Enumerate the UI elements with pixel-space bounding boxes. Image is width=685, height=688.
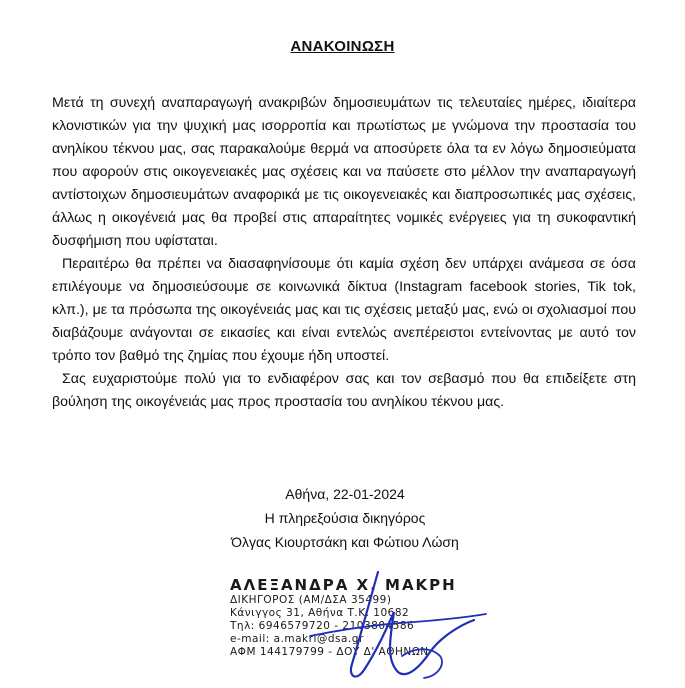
attorney-role: Η πληρεξούσια δικηγόρος [264, 510, 426, 526]
stamp-line-address: Κάνιγγος 31, Αθήνα Τ.Κ. 10682 [230, 607, 410, 619]
closing-block [180, 482, 510, 554]
stamp-line-tax: ΑΦΜ 144179799 - ΔΟΥ Δ' ΑΘΗΝΩΝ [230, 646, 429, 658]
stamp-line-profession: ΔΙΚΗΓΟΡΟΣ (ΑΜ/ΔΣΑ 35499) [230, 594, 392, 606]
stamp-line-phone: Τηλ: 6946579720 - 2103804586 [230, 620, 415, 632]
announcement-title: ΑΝΑΚΟΙΝΩΣΗ [290, 38, 395, 55]
client-names: Όλγας Κιουρτσάκη και Φώτιου Λώση [231, 534, 459, 550]
handwritten-signature [290, 560, 490, 688]
place-date: Αθήνα, 22-01-2024 [285, 486, 405, 502]
stamp-name: ΑΛΕΞΑΝΔΡΑ Χ. ΜΑΚΡΗ [230, 576, 457, 594]
stamp-line-email: e-mail: a.makri@dsa.gr [230, 633, 364, 645]
announcement-body [52, 92, 636, 414]
paragraph-3: Σας ευχαριστούμε πολύ για το ενδιαφέρον σας και τον σεβασμό που θα επιδείξετε στη βούληση της οικογένειάς μας προς προστασία του ανηλίκου τέκνου μας. [52, 371, 636, 410]
paragraph-1: Μετά τη συνεχή αναπαραγωγή ανακριβών δημοσιευμάτων τις τελευταίες ημέρες, ιδιαίτερα κλονιστικών για την ψυχική μας ισορροπία και πρωτίστως με γνώμονα την προστασία του ανηλίκου τέκνου μας, σας παρακαλούμε θερμά να αποσύρετε όλα τα εν λόγω δημοσιεύματα που αφορούν στις οικογενειακές μας σχέσεις και να παύσετε στο μέλλον την αναπαραγωγή αντίστοιχων δημοσιευμάτων αναφορικά με τις οικογενειακές και διαπροσωπικές μας σχέσεις, άλλως η οικογένειά μας θα προβεί στις απαραίτητες νομικές ενέργειες για τη συκοφαντική δυσφήμιση που υφίσταται. [52, 95, 636, 249]
paragraph-2: Περαιτέρω θα πρέπει να διασαφηνίσουμε ότι καμία σχέση δεν υπάρχει ανάμεσα σε όσα επιλέγουμε να δημοσιεύσουμε σε κοινωνικά δίκτυα (Instagram facebook stories, Tik tok, κλπ.), με τα πρόσωπα της οικογένειάς μας και τις σχέσεις μεταξύ μας, ενώ οι σχολιασμοί που διαβάζουμε ανάγονται σε εικασίες και είναι εντελώς ανεπέρειστοι εντείνοντας με αυτό τον τρόπο τον βαθμό της ζημίας που έχουμε ήδη υποστεί. [52, 256, 636, 364]
